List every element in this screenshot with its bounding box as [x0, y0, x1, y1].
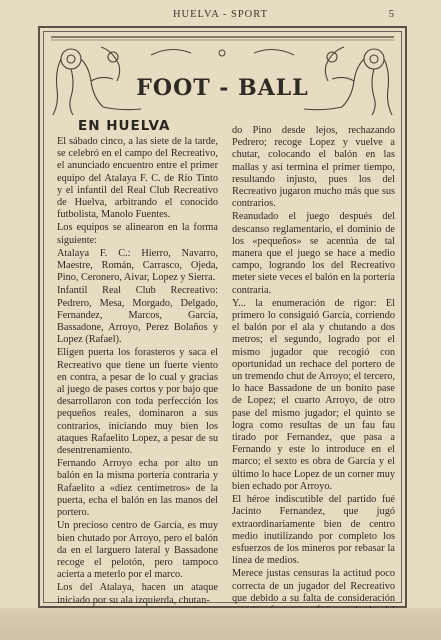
banner-title-sep: - — [219, 75, 230, 101]
page-number: 5 — [388, 9, 395, 20]
paragraph: do Pino desde lejos, rechazando Pedrero; recoge Lopez y vuelve a chutar, colocando el balón en las mallas y así termina el primer tiempo, resultando injusto, pues los del Recreativo jugaron mucho más que sus contrarios. — [232, 125, 395, 210]
banner-title-right: BALL — [238, 75, 309, 101]
page-bottom-margin — [0, 608, 441, 640]
paragraph: El héroe indiscutible del partido fué Jacinto Fernandez, que jugó extraordinariamente bien de centro medio inutilizando por completo los esfuerzos de los mineros por rebasar la línea de medios. — [232, 494, 395, 567]
section-title: EN HUELVA — [78, 118, 171, 134]
paragraph: Un precioso centro de García, es muy bien chutado por Arroyo, pero el balón da en el larguero lateral y Bassadone recoge el pelotón, pero tampoco acierta a meterlo por el marco. — [57, 520, 218, 581]
paragraph: Reanudado el juego después del descanso reglamentario, el dominio de los «pequeños» se acentúa de tal manera que el juego se hace a medio campo, logrando los del Recreativo meter siete veces el balón en la portería contraria. — [232, 211, 395, 296]
paragraph: Atalaya F. C.: Hierro, Navarro, Maestre, Román, Carrasco, Ojeda, Pino, Ceronero, Aivar, Lopez y Sierra. — [57, 247, 218, 284]
paragraph: Merece justas censuras la actitud poco correcta de un jugador del Recreativo que debido a su falta de consideración — [232, 568, 395, 604]
running-head — [0, 9, 441, 23]
banner-title — [41, 75, 404, 101]
left-column — [57, 136, 218, 608]
right-column — [232, 125, 395, 630]
paragraph: Fernando Arroyo echa por alto un balón en la misma portería contraria y Rafaelito a «diez centímetros» de la puerta, echa el balón en las manos del portero. — [57, 458, 218, 519]
floral-ornament-icon — [41, 31, 404, 117]
section-banner — [41, 31, 404, 117]
banner-title-left: FOOT — [136, 75, 211, 101]
paragraph: El sábado cinco, a las siete de la tarde, se celebró en el campo del Recreativo, el anunciado encuentro entre el primer equipo del Atalaya F. C. de Río Tinto y el infantil del Real Club Recreativo de Huelva, arbitrando el conocido futbolista, Manolo Fuentes. — [57, 136, 218, 221]
paragraph: Los equipos se alinearon en la forma siguiente: — [57, 222, 218, 246]
paragraph: Los del Atalaya, hacen un ataque iniciado por su ala izquierda, chutan- — [57, 582, 218, 606]
running-title: HUELVA - SPORT — [172, 9, 269, 20]
paragraph: Y... la enumeración de rigor: El primero lo consiguió García, corriendo el balón por el ala y chutando a dos metros; el segundo, logrado por el mismo jugador que recogió con oportunidad un rechace del portero de un tremendo chut de Arroyo; el tercero, lo hace Bassadone de un bonito pase de Lopez; el cuarto Arroyo, de otro pase del mismo jugador; el quinto se logra como resultas de un fau fau tirado por Fernandez, que pasa a Fernando y este lo introduce en el marco; el sexto es obra de García y el último lo hace Lopez de un corner muy bien echado por Arroyo. — [232, 297, 395, 492]
paragraph: Infantil Real Club Recreativo: Pedrero, Mesa, Morgado, Delgado, Fernandez, Marcos, García, Bassadone, Arroyo, Perez Bolaños y Lopez (Rafael). — [57, 285, 218, 346]
paragraph: Eligen puerta los forasteros y saca el Recreativo que tiene un fuerte viento en contra, a pesar de lo cual y gracias al juego de pases cortos y por bajo que desarrollaron con toda perfección los pequeños reales, dominaron a sus contrarios, iniciando muy bien los ataques Rafaelito Lopez, a pesar de su desentrenamiento. — [57, 347, 218, 457]
